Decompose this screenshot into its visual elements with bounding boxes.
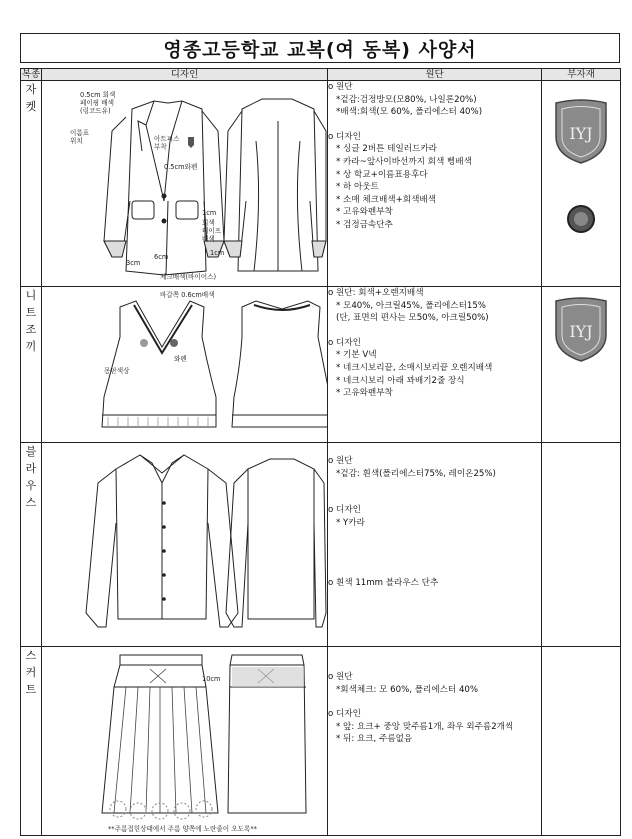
accessories-skirt bbox=[542, 647, 621, 836]
row-skirt bbox=[21, 647, 621, 836]
label-wappen: 와펜 bbox=[174, 355, 187, 363]
label-badge-2: 부착 bbox=[154, 143, 167, 151]
accessories-vest bbox=[542, 287, 621, 443]
fabric-line: o 원단 bbox=[328, 456, 353, 466]
fabric-vest bbox=[328, 287, 542, 443]
fabric-line: o 디자인 bbox=[328, 337, 361, 348]
fabric-line: * 고유와펜부착 bbox=[336, 388, 393, 399]
category-label: 블 라 우 스 bbox=[25, 445, 37, 509]
school-emblem-icon bbox=[550, 295, 612, 365]
fabric-line: *배색:회색(모 60%, 폴리에스터 40%) bbox=[336, 107, 483, 118]
metal-button-icon bbox=[565, 203, 597, 235]
emblem-text: IYJ bbox=[569, 322, 593, 341]
category-vest bbox=[21, 287, 42, 443]
label-check-bias: 체크배색(바이어스) bbox=[160, 273, 217, 281]
fabric-line: * 카라~앞사이바선까지 회색 삥배색 bbox=[336, 156, 472, 167]
document-title: 영종고등학교 교복(여 동복) 사양서 bbox=[20, 33, 620, 63]
fabric-line: * 소매 체크배색+회색배색 bbox=[336, 194, 436, 205]
fabric-skirt bbox=[328, 647, 542, 836]
design-blouse bbox=[42, 443, 328, 647]
label-piping: 0.5cm 회색 bbox=[80, 91, 116, 99]
fabric-line: * 모40%, 아크릴45%, 폴리에스터15% bbox=[336, 300, 486, 311]
fabric-line: * 뒤: 요크, 주름없음 bbox=[336, 734, 413, 745]
category-label: 스 커 트 bbox=[25, 649, 37, 696]
fabric-jacket bbox=[328, 81, 542, 287]
school-emblem-icon bbox=[550, 97, 612, 167]
design-vest bbox=[42, 287, 328, 443]
category-label: 니 트 조 끼 bbox=[25, 289, 37, 353]
fabric-line: (단, 표면의 편사는 모50%, 아크릴50%) bbox=[336, 313, 489, 324]
row-vest bbox=[21, 287, 621, 443]
header-accessories: 부자재 bbox=[542, 69, 621, 81]
fabric-line: *회색체크: 모 60%, 폴리에스터 40% bbox=[336, 684, 479, 695]
accessories-blouse bbox=[542, 443, 621, 647]
fabric-line: * 상 학교+이름표용후다 bbox=[336, 169, 428, 180]
blouse-drawing bbox=[42, 443, 328, 646]
category-jacket bbox=[21, 81, 42, 287]
design-jacket bbox=[42, 81, 328, 287]
label-body-color: 몽판색상 bbox=[104, 367, 130, 375]
fabric-line: *겉감:검정방모(모80%, 나일론20%) bbox=[336, 94, 477, 105]
fabric-line: * Y카라 bbox=[336, 517, 365, 528]
category-skirt bbox=[21, 647, 42, 836]
skirt-drawing bbox=[42, 647, 328, 835]
fabric-line: * 검정금속단추 bbox=[336, 219, 393, 230]
emblem-text: IYJ bbox=[569, 124, 593, 143]
label-tape-4: 배색 bbox=[202, 235, 215, 243]
label-1cm: 1cm bbox=[210, 249, 225, 257]
fabric-line: o 흰색 11mm 블라우스 단추 bbox=[328, 578, 439, 589]
label-badge: 아트피스 bbox=[154, 135, 180, 143]
label-tape-3: 테이프 bbox=[202, 227, 222, 235]
label-piping-2: 페이핑 배색 bbox=[80, 99, 114, 107]
fabric-line: * 앞: 요크+ 중앙 맞주름1개, 좌우 외주름2개씩 bbox=[336, 721, 514, 732]
header-design: 디자인 bbox=[42, 69, 328, 81]
fabric-line: * 싱글 2버튼 테일러드카라 bbox=[336, 144, 437, 155]
row-blouse bbox=[21, 443, 621, 647]
label-wappen: 0.5cm와펜 bbox=[164, 163, 198, 171]
label-nametag: 이름표 bbox=[70, 129, 90, 137]
fabric-line: o 디자인 bbox=[328, 505, 361, 516]
label-6cm: 6cm bbox=[154, 253, 169, 261]
fabric-line: *겉감: 흰색(폴리에스터75%, 레이온25%) bbox=[336, 468, 496, 479]
label-10cm: 10cm bbox=[202, 675, 221, 683]
fabric-line: * 네크시보리 아래 꽈배기2줄 장식 bbox=[336, 375, 465, 386]
fabric-line: * 하 아웃트 bbox=[336, 182, 379, 193]
fabric-line: o 디자인 bbox=[328, 709, 361, 720]
spec-table bbox=[20, 68, 621, 836]
fabric-line: o 원단 bbox=[328, 82, 353, 92]
design-skirt bbox=[42, 647, 328, 836]
fabric-line: o 원단 bbox=[328, 672, 353, 682]
label-tape-2: 회색 bbox=[202, 219, 215, 227]
header-row bbox=[21, 69, 621, 81]
row-jacket bbox=[21, 81, 621, 287]
vest-drawing bbox=[42, 287, 328, 442]
accessories-jacket bbox=[542, 81, 621, 287]
header-type: 복종 bbox=[21, 69, 41, 80]
category-label: 자 켓 bbox=[25, 83, 37, 113]
fabric-line: * 고유와펜부착 bbox=[336, 207, 393, 218]
header-fabric: 원단 bbox=[328, 69, 542, 81]
label-tape: 1cm bbox=[202, 209, 217, 217]
label-pleat-note: **주름접힌상태에서 주름 양쪽에 노란줄이 오도록** bbox=[108, 825, 257, 833]
fabric-line: o 원단: 회색+오렌지배색 bbox=[328, 288, 424, 298]
label-neck-trim: 바갈쪽 0.6cm배색 bbox=[160, 291, 215, 299]
category-blouse bbox=[21, 443, 42, 647]
label-piping-3: (링코드유) bbox=[80, 107, 111, 115]
label-3cm: 3cm bbox=[126, 259, 141, 267]
label-nametag-2: 위치 bbox=[70, 137, 83, 145]
fabric-line: * 기본 V넥 bbox=[336, 350, 377, 361]
fabric-blouse bbox=[328, 443, 542, 647]
fabric-line: o 디자인 bbox=[328, 131, 361, 142]
fabric-line: * 네크시보리끝, 소매시보리끝 오렌지배색 bbox=[336, 362, 493, 373]
